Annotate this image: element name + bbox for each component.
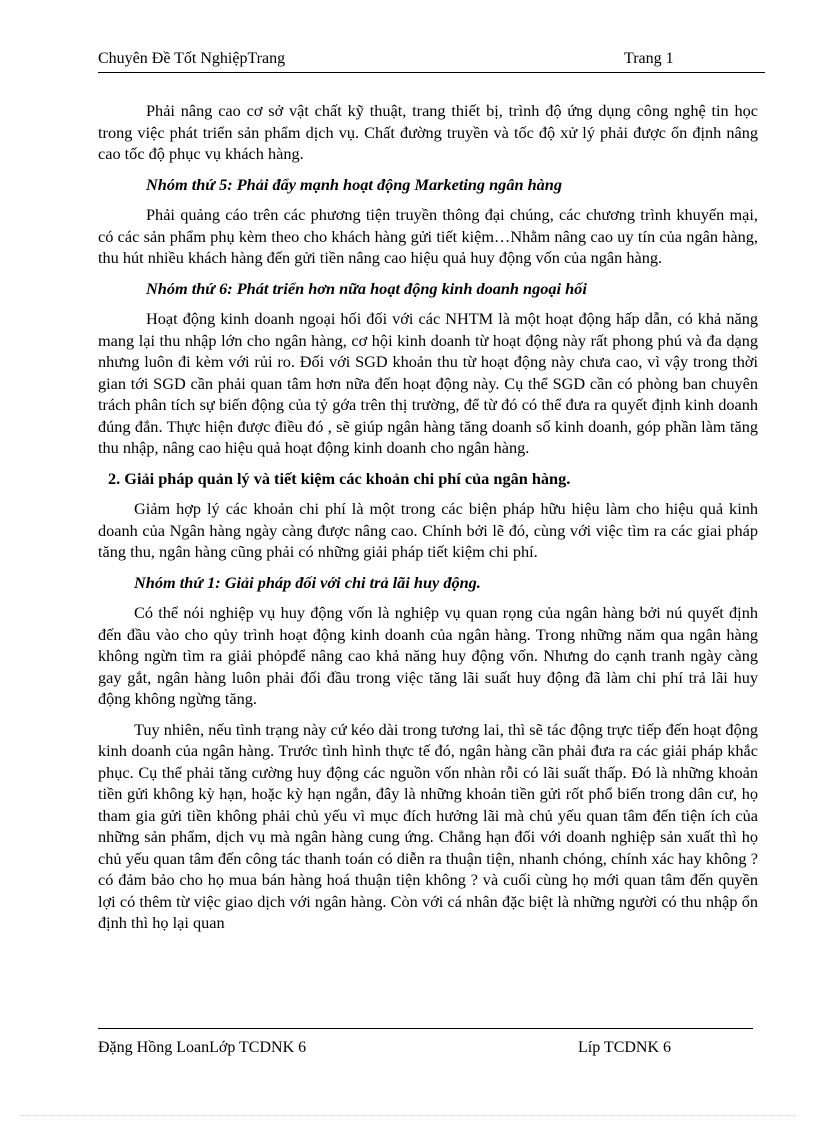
header-page-number: Trang 1 [624, 50, 674, 67]
heading-group-5: Nhóm thứ 5: Phải đẩy mạnh hoạt động Marketing ngân hàng [146, 174, 562, 194]
document-body [98, 100, 758, 934]
header-title: Chuyên Đề Tốt NghiệpTrang [98, 50, 286, 67]
heading-group-6: Nhóm thứ 6: Phát triển hơn nữa hoạt động kinh doanh ngoại hối [146, 278, 587, 298]
paragraph-infrastructure: Phải nâng cao cơ sở vật chất kỹ thuật, trang thiết bị, trình độ ứng dụng công nghệ tin học trong việc phát triển sản phẩm dịch vụ. Chất đường truyền và tốc độ xử lý phải được ổn định nâng cao tốc độ phục vụ khách hàng. [98, 101, 758, 163]
page-bottom-border [20, 1115, 796, 1116]
footer-class: Líp TCDNK 6 [578, 1039, 672, 1056]
paragraph-forex: Hoạt động kinh doanh ngoại hối đối với các NHTM là một hoạt động hấp dẫn, có khả năng mang lại thu nhập lớn cho ngân hàng, cơ hội kinh doanh từ hoạt động này rất phong phú và đa dạng nhưng luôn đi kèm với rủi ro. Đối với SGD khoản thu từ hoạt động này chưa cao, vì vậy trong thời gian tới SGD cần phải quan tâm hơn nữa đến hoạt động này. Cụ thể SGD cần có phòng ban chuyên trách phân tích sự biến động của tỷ gớa trên thị trường, để từ đó có thể đưa ra quyết định kinh doanh đúng đắn. Thực hiện được điều đó , sẽ giúp ngân hàng tăng doanh số kinh doanh, góp phần làm tăng thu nhập, nâng cao hiệu quả hoạt động kinh doanh cho ngân hàng. [98, 309, 758, 457]
section-heading-2: 2. Giải pháp quản lý và tiết kiệm các khoản chi phí của ngân hàng. [108, 468, 571, 488]
paragraph-deposit-interest: Có thể nói nghiệp vụ huy động vốn là nghiệp vụ quan rọng của ngân hàng bởi nú quyết định đến đầu vào cho qủy trình hoạt động kinh doanh của ngân hàng. Trong những năm qua ngân hàng không ngừn tìm ra giải phỏpđể nâng cao khả năng huy động vốn. Nhưng do cạnh tranh ngày càng gay gắt, ngân hàng luôn phải đối đầu trong việc tăng lãi suất huy động đã làm chi phí trả lãi huy động không ngừng tăng. [98, 603, 758, 708]
page-header [98, 50, 765, 73]
paragraph-low-cost-funds: Tuy nhiên, nếu tình trạng này cứ kéo dài trong tương lai, thì sẽ tác động trực tiếp đến hoạt động kinh doanh của ngân hàng. Trước tình hình thực tế đó, ngân hàng cần phải đưa ra các giải pháp khắc phục. Cụ thể phải tăng cường huy động các nguồn vốn nhàn rỗi có lãi suất thấp. Đó là những khoản tiền gửi không kỳ hạn, hoặc kỳ hạn ngắn, đây là những khoản tiền gửi rốt phổ biến trong dân cư, họ tham gia gửi tiền không phải chủ yếu vì mục đích hưởng lãi mà chủ yếu quan tâm đến tiện ích của những sản phẩm, dịch vụ mà ngân hàng cung ứng. Chẳng hạn đối với doanh nghiệp sản xuất thì họ chủ yếu quan tâm đến công tác thanh toán có diễn ra thuận tiện, nhanh chóng, chính xác hay không ? có đảm bảo cho họ mua bán hàng hoá thuận tiện không ? và cuối cùng họ mới quan tâm đến quyền lợi có thêm từ việc giao dịch với ngân hàng. Còn với cá nhân đặc biệt là những người có thu nhập ổn định thì họ lại quan [98, 719, 758, 932]
paragraph-cost-reduction: Giảm hợp lý các khoản chi phí là một trong các biện pháp hữu hiệu làm cho hiệu quả kinh doanh của Ngân hàng ngày càng được nâng cao. Chính bởi lẽ đó, cùng với việc tìm ra các giai pháp tăng thu, ngân hàng cũng phải có những giải pháp tiết kiệm chi phí. [98, 499, 758, 561]
footer-divider [98, 1028, 753, 1029]
heading-group-1: Nhóm thứ 1: Giải pháp đối với chi trả lãi huy động. [134, 572, 481, 592]
paragraph-marketing: Phải quảng cáo trên các phương tiện truyền thông đại chúng, các chương trình khuyến mại, có các sản phẩm phụ kèm theo cho khách hàng gửi tiết kiệm…Nhằm nâng cao uy tín của ngân hàng, thu hút nhiều khách hàng đến gửi tiền nâng cao hiệu quả huy động vốn của ngân hàng. [98, 205, 758, 267]
footer-author: Đặng Hồng LoanLớp TCDNK 6 [98, 1039, 307, 1056]
